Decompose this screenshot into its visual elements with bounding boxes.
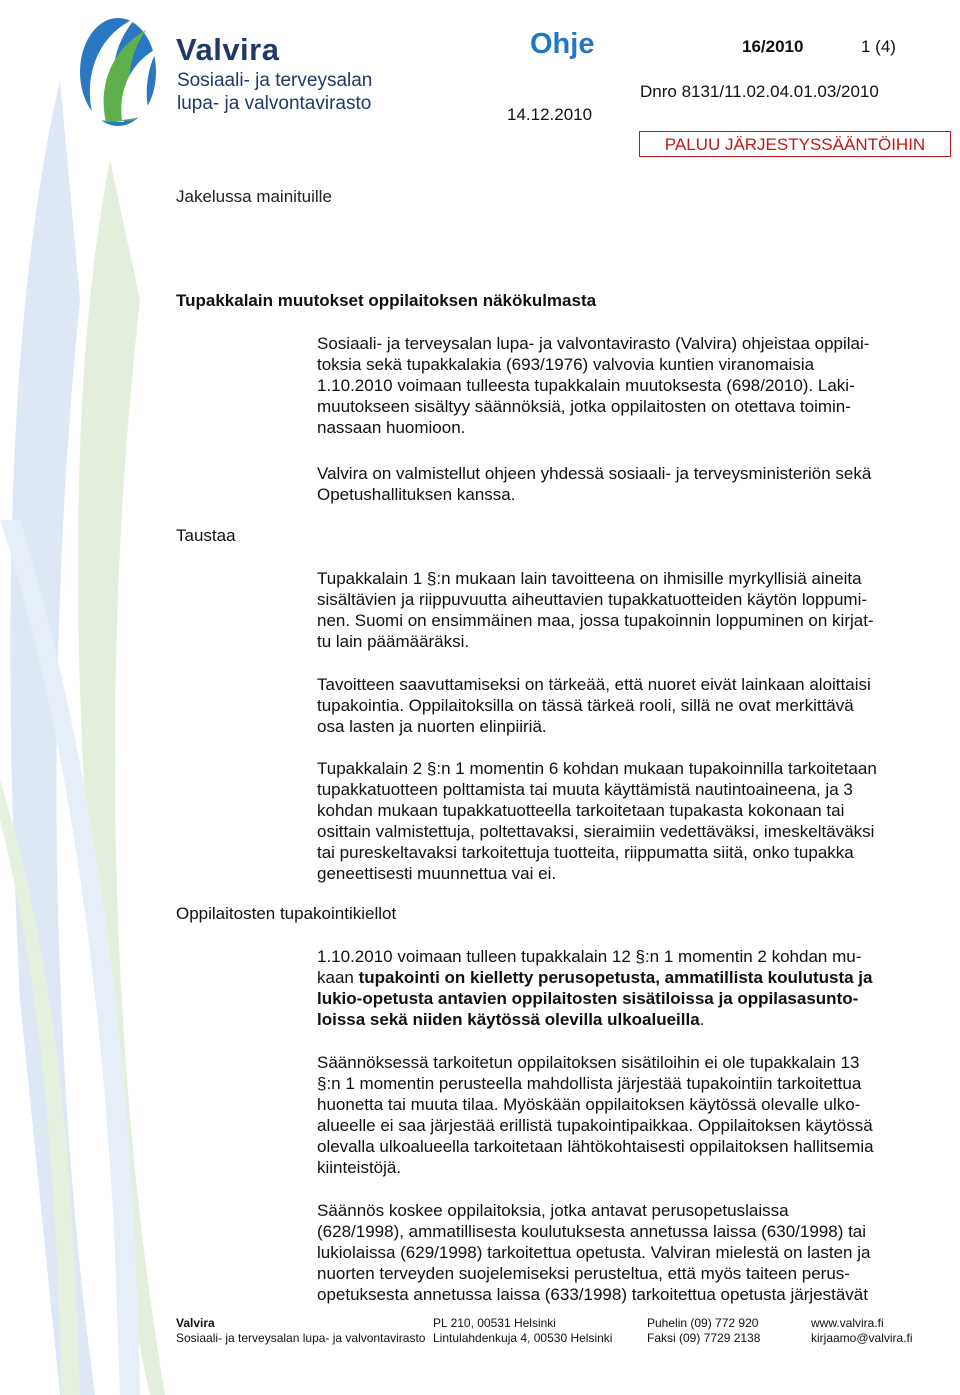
section-label-smoking-bans: Oppilaitosten tupakointikiellot — [176, 904, 397, 923]
paragraph-ban-emphasis: tupakointi on kielletty perusopetusta, ammatillista koulutusta ja lukio-opetusta antavien oppilaitosten sisätiloissa ja oppilasasunto- loissa sekä niiden käytössä olevilla ulkoalueilla — [317, 968, 873, 1029]
document-heading: Tupakkalain muutokset oppilaitoksen näkökulmasta — [176, 291, 597, 310]
paragraph-intro: Sosiaali- ja terveysalan lupa- ja valvontavirasto (Valvira) ohjeistaa oppilai- toksia sekä tupakkalakia (693/1976) valvovia kuntien viranomaisia 1.10.2010 voimaan tulleesta tupakkalain muutoksesta (698/2010). Laki- muutokseen sisältyy säännöksiä, jotka oppilaitosten on otettava toimin- nassaan huomioon. — [317, 334, 870, 437]
paragraph-youth-role: Tavoitteen saavuttamiseksi on tärkeää, että nuoret eivät lainkaan aloittaisi tupakointia. Oppilaitoksilla on tässä tärkeä rooli, sillä ne ovat merkittävä osa lasten ja nuorten elinpiiriä. — [317, 675, 871, 736]
register-number: Dnro 8131/11.02.04.01.03/2010 — [640, 82, 879, 101]
footer-street: Lintulahdenkuja 4, 00530 Helsinki — [433, 1331, 613, 1345]
document-date: 14.12.2010 — [507, 105, 593, 124]
footer-web-link[interactable]: www.valvira.fi — [811, 1316, 884, 1330]
paragraph-scope: Säännös koskee oppilaitoksia, jotka antavat perusopetuslaissa (628/1998), ammatillisesta koulutuksesta annetussa laissa (630/1998) tai lukiolaissa (629/1998) tarkoitettua opetusta. Valviran mielestä on lasten ja nuorten terveyden suojelemiseksi perusteltua, että myös taiteen perus- opetuksesta annetussa laissa (633/1998) tarkoitettua opetusta järjestävät — [317, 1201, 871, 1304]
footer-org-full: Sosiaali- ja terveysalan lupa- ja valvontavirasto — [176, 1331, 426, 1345]
valvira-logo-icon — [76, 10, 168, 130]
footer-org-name-text: Valvira — [176, 1316, 215, 1330]
footer-email-link[interactable]: kirjaamo@valvira.fi — [811, 1331, 913, 1345]
paragraph-definition: Tupakkalain 2 §:n 1 momentin 6 kohdan mukaan tupakoinnilla tarkoitetaan tupakkatuotteen polttamista tai muuta käyttämistä nautintoaineena, ja 3 kohdan mukaan tupakkatuotteella tarkoitetaan tupakasta kokonaan tai osittain valmistettuja, poltettavaksi, sieraimiin vedettäväksi, imeskeltäväksi tai pureskeltavaksi tarkoitettuja tuotteita, riippumatta siitä, onko tupakka geneettisesti muunnettua vai ei. — [317, 759, 877, 883]
recipient-line: Jakelussa mainituille — [176, 187, 332, 206]
logo-line-2: lupa- ja valvontavirasto — [177, 93, 372, 114]
paragraph-preparation: Valvira on valmistellut ohjeen yhdessä sosiaali- ja terveysministeriön sekä Opetushallituksen kanssa. — [317, 464, 872, 504]
footer-org-name — [176, 1316, 215, 1330]
paragraph-ban — [317, 946, 922, 1030]
paragraph-ban-end: . — [699, 1010, 705, 1029]
back-to-rules-link[interactable]: PALUU JÄRJESTYSSÄÄNTÖIHIN — [639, 131, 951, 157]
document-number: 16/2010 — [742, 37, 804, 56]
logo-line-1: Sosiaali- ja terveysalan — [177, 70, 373, 91]
page-indicator: 1 (4) — [861, 37, 896, 56]
footer-po-box: PL 210, 00531 Helsinki — [433, 1316, 556, 1330]
footer-fax: Faksi (09) 7729 2138 — [647, 1331, 761, 1345]
section-label-background: Taustaa — [176, 526, 236, 545]
footer-phone: Puhelin (09) 772 920 — [647, 1316, 759, 1330]
paragraph-indoor: Säännöksessä tarkoitetun oppilaitoksen sisätiloihin ei ole tupakkalain 13 §:n 1 momentin perusteella mahdollista järjestää tupakointiin tarkoitettua huonetta tai muuta tilaa. Myöskään oppilaitoksen käytössä olevalle ulko- alueelle ei saa järjestää erillistä tupakointipaikkaa. Oppilaitoksen käytössä olevalla ulkoalueella tarkoitetaan lähtökohtaisesti oppilaitoksen hallitsemia kiinteistöjä. — [317, 1053, 874, 1177]
document-type: Ohje — [530, 28, 595, 60]
logo-brand: Valvira — [176, 32, 280, 67]
paragraph-ban-intro: 1.10.2010 voimaan tulleen tupakkalain 12 §:n 1 momentin 2 kohdan mu- kaan — [317, 947, 862, 987]
paragraph-law-goal: Tupakkalain 1 §:n mukaan lain tavoitteena on ihmisille myrkyllisiä aineita sisältävien ja riippuvuutta aiheuttavien tupakkatuotteiden käytön loppumi- nen. Suomi on ensimmäinen maa, jossa tupakoinnin loppuminen on kirjat- tu lain päämääräksi. — [317, 569, 874, 651]
